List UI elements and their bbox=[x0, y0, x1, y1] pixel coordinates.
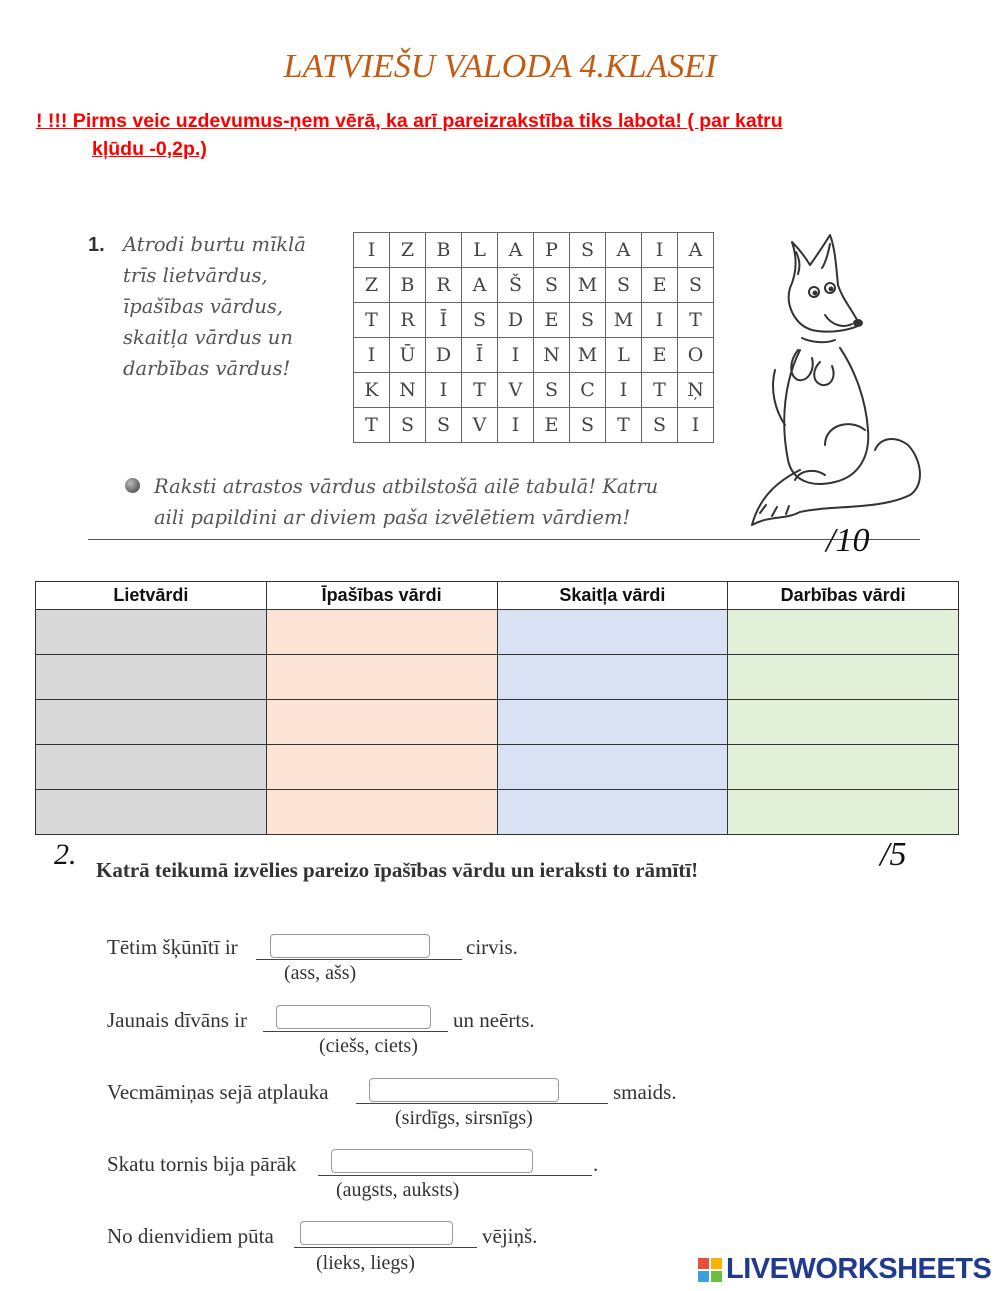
answer-line bbox=[263, 1031, 448, 1032]
answer-cell-verbs[interactable] bbox=[728, 790, 959, 835]
grid-letter: I bbox=[606, 373, 642, 408]
task2-number: 2. bbox=[54, 838, 77, 871]
answer-cell-verbs[interactable] bbox=[728, 610, 959, 655]
grid-letter: N bbox=[534, 338, 570, 373]
grid-row bbox=[354, 373, 714, 408]
task1-instruction-line: trīs lietvārdus, bbox=[123, 264, 268, 287]
page-title: LATVIEŠU VALODA 4.KLASEI bbox=[283, 48, 717, 85]
bullet-icon bbox=[125, 478, 140, 493]
answer-line bbox=[356, 1103, 608, 1104]
grid-letter: S bbox=[462, 303, 498, 338]
grid-letter: T bbox=[462, 373, 498, 408]
grid-letter: I bbox=[354, 338, 390, 373]
task1-instruction-line: īpašības vārdus, bbox=[123, 295, 284, 318]
task1-instruction-line: skaitļa vārdus un bbox=[123, 326, 293, 349]
answer-cell-nouns[interactable] bbox=[36, 745, 267, 790]
grid-letter: Ī bbox=[462, 338, 498, 373]
liveworksheets-logo-text: LIVEWORKSHEETS bbox=[726, 1253, 992, 1285]
column-header-numerals: Skaitļa vārdi bbox=[497, 582, 728, 610]
grid-letter: C bbox=[570, 373, 606, 408]
answer-input-4[interactable] bbox=[331, 1149, 533, 1173]
letter-puzzle-grid bbox=[353, 232, 714, 443]
grid-letter: Ū bbox=[390, 338, 426, 373]
grid-letter: R bbox=[426, 268, 462, 303]
grid-letter: S bbox=[606, 268, 642, 303]
answer-cell-numerals[interactable] bbox=[497, 745, 728, 790]
word-category-table bbox=[35, 581, 959, 835]
grid-letter: S bbox=[534, 268, 570, 303]
grid-letter: I bbox=[426, 373, 462, 408]
grid-letter: M bbox=[606, 303, 642, 338]
grid-letter: A bbox=[498, 233, 534, 268]
column-header-verbs: Darbības vārdi bbox=[728, 582, 959, 610]
liveworksheets-logo-icon bbox=[698, 1258, 722, 1282]
grid-letter: K bbox=[354, 373, 390, 408]
divider bbox=[88, 539, 920, 540]
grid-letter: A bbox=[462, 268, 498, 303]
table-row bbox=[36, 610, 959, 655]
grid-letter: I bbox=[498, 408, 534, 443]
grid-row bbox=[354, 338, 714, 373]
answer-options: (sirdīgs, sirsnīgs) bbox=[395, 1107, 533, 1129]
answer-options: (augsts, auksts) bbox=[336, 1179, 460, 1201]
grid-letter: A bbox=[678, 233, 714, 268]
answer-options: (lieks, liegs) bbox=[316, 1252, 415, 1274]
grid-letter: S bbox=[426, 408, 462, 443]
answer-cell-verbs[interactable] bbox=[728, 745, 959, 790]
grid-letter: Z bbox=[354, 268, 390, 303]
answer-cell-adjectives[interactable] bbox=[266, 745, 497, 790]
grid-letter: T bbox=[606, 408, 642, 443]
grid-letter: M bbox=[570, 338, 606, 373]
grid-letter: S bbox=[678, 268, 714, 303]
sentence-text-after: . bbox=[593, 1152, 599, 1176]
answer-options: (ciešs, ciets) bbox=[319, 1035, 418, 1057]
answer-input-5[interactable] bbox=[300, 1221, 453, 1245]
grid-letter: O bbox=[678, 338, 714, 373]
grid-letter: R bbox=[390, 303, 426, 338]
grid-letter: E bbox=[642, 338, 678, 373]
answer-cell-numerals[interactable] bbox=[497, 790, 728, 835]
grid-letter: L bbox=[606, 338, 642, 373]
task1-number: 1. bbox=[88, 234, 105, 256]
grid-letter: S bbox=[570, 408, 606, 443]
answer-cell-numerals[interactable] bbox=[497, 700, 728, 745]
sentence-text-before: Vecmāmiņas sejā atplauka bbox=[107, 1080, 329, 1104]
answer-line bbox=[256, 959, 462, 960]
answer-input-3[interactable] bbox=[369, 1078, 559, 1102]
grid-letter: T bbox=[678, 303, 714, 338]
grid-letter: T bbox=[642, 373, 678, 408]
answer-cell-numerals[interactable] bbox=[497, 610, 728, 655]
answer-input-1[interactable] bbox=[270, 934, 430, 958]
answer-cell-numerals[interactable] bbox=[497, 655, 728, 700]
grid-letter: N bbox=[390, 373, 426, 408]
grid-letter: I bbox=[642, 233, 678, 268]
grid-letter: B bbox=[390, 268, 426, 303]
task1-instruction-line: Atrodi burtu mīklā bbox=[123, 233, 306, 256]
sentence-text-after: cirvis. bbox=[466, 935, 518, 959]
sentence-text-after: un neērts. bbox=[453, 1008, 535, 1032]
warning-line-2: kļūdu -0,2p.) bbox=[92, 138, 207, 160]
grid-letter: A bbox=[606, 233, 642, 268]
answer-cell-adjectives[interactable] bbox=[266, 790, 497, 835]
task1-score: /10 bbox=[826, 522, 870, 559]
grid-letter: I bbox=[354, 233, 390, 268]
grid-letter: I bbox=[642, 303, 678, 338]
fox-illustration bbox=[740, 230, 930, 535]
grid-letter: M bbox=[570, 268, 606, 303]
sentence-text-after: vējiņš. bbox=[482, 1224, 538, 1248]
grid-letter: Š bbox=[498, 268, 534, 303]
answer-cell-adjectives[interactable] bbox=[266, 655, 497, 700]
answer-cell-nouns[interactable] bbox=[36, 610, 267, 655]
grid-letter: P bbox=[534, 233, 570, 268]
grid-letter: L bbox=[462, 233, 498, 268]
grid-letter: D bbox=[498, 303, 534, 338]
grid-letter: E bbox=[642, 268, 678, 303]
table-row bbox=[36, 745, 959, 790]
grid-letter: Z bbox=[390, 233, 426, 268]
grid-letter: T bbox=[354, 303, 390, 338]
task2-heading: Katrā teikumā izvēlies pareizo īpašības vārdu un ieraksti to rāmītī! bbox=[96, 858, 699, 882]
grid-letter: I bbox=[678, 408, 714, 443]
grid-letter: S bbox=[570, 303, 606, 338]
column-header-adjectives: Īpašības vārdi bbox=[266, 582, 497, 610]
grid-row bbox=[354, 233, 714, 268]
task2-score: /5 bbox=[880, 836, 907, 873]
grid-letter: V bbox=[498, 373, 534, 408]
task1-instruction bbox=[123, 229, 306, 384]
grid-letter: S bbox=[390, 408, 426, 443]
grid-row bbox=[354, 268, 714, 303]
grid-letter: E bbox=[534, 408, 570, 443]
answer-input-2[interactable] bbox=[276, 1005, 431, 1029]
grid-letter: B bbox=[426, 233, 462, 268]
task1-note-line-1: Raksti atrastos vārdus atbilstošā ailē tabulā! Katru bbox=[154, 475, 659, 498]
table-row bbox=[36, 790, 959, 835]
column-header-nouns: Lietvārdi bbox=[36, 582, 267, 610]
warning-line-1: ! !!! Pirms veic uzdevumus-ņem vērā, ka arī pareizrakstība tiks labota! ( par katru bbox=[36, 110, 783, 132]
grid-letter: D bbox=[426, 338, 462, 373]
answer-cell-nouns[interactable] bbox=[36, 655, 267, 700]
answer-cell-nouns[interactable] bbox=[36, 700, 267, 745]
grid-letter: I bbox=[498, 338, 534, 373]
answer-line bbox=[318, 1175, 592, 1176]
grid-row bbox=[354, 303, 714, 338]
sentence-text-before: No dienvidiem pūta bbox=[107, 1224, 274, 1248]
sentence-text-after: smaids. bbox=[613, 1080, 677, 1104]
grid-letter: S bbox=[570, 233, 606, 268]
answer-cell-verbs[interactable] bbox=[728, 655, 959, 700]
table-row bbox=[36, 655, 959, 700]
answer-line bbox=[294, 1247, 477, 1248]
grid-letter: T bbox=[354, 408, 390, 443]
table-row bbox=[36, 700, 959, 745]
sentence-text-before: Jaunais dīvāns ir bbox=[107, 1008, 247, 1032]
answer-cell-adjectives[interactable] bbox=[266, 610, 497, 655]
answer-cell-nouns[interactable] bbox=[36, 790, 267, 835]
answer-cell-adjectives[interactable] bbox=[266, 700, 497, 745]
grid-letter: V bbox=[462, 408, 498, 443]
sentence-text-before: Tētim šķūnītī ir bbox=[107, 935, 238, 959]
grid-letter: E bbox=[534, 303, 570, 338]
grid-letter: S bbox=[534, 373, 570, 408]
grid-letter: Ņ bbox=[678, 373, 714, 408]
grid-letter: Ī bbox=[426, 303, 462, 338]
grid-letter: S bbox=[642, 408, 678, 443]
task1-note-line-2: aili papildini ar diviem paša izvēlētiem vārdiem! bbox=[154, 506, 631, 529]
grid-row bbox=[354, 408, 714, 443]
answer-cell-verbs[interactable] bbox=[728, 700, 959, 745]
sentence-text-before: Skatu tornis bija pārāk bbox=[107, 1152, 297, 1176]
task1-instruction-line: darbības vārdus! bbox=[123, 357, 291, 380]
answer-options: (ass, ašs) bbox=[284, 962, 357, 984]
